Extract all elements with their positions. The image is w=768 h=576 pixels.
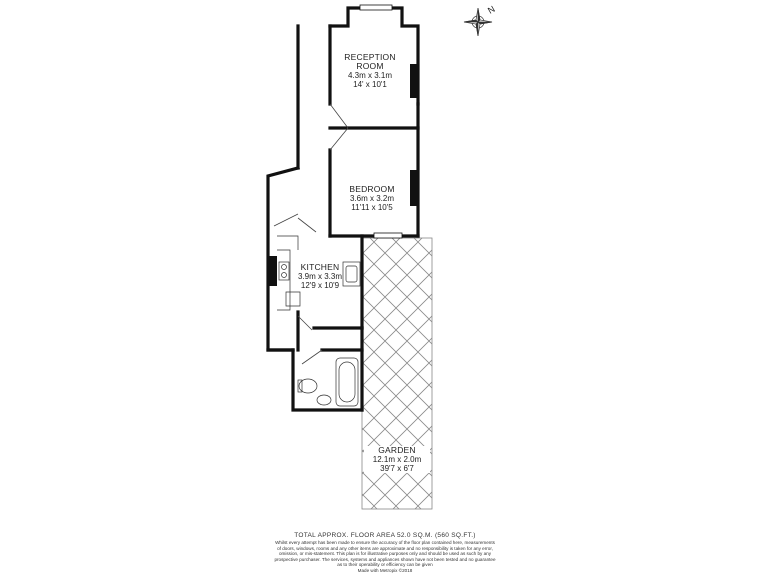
room-name: BEDROOM [349,184,395,194]
reception-room-label [332,53,408,89]
disclaimer-line: Made with Metropix ©2018 [357,567,413,573]
compass-rose-icon [464,8,492,36]
room-metric: 4.3m x 3.1m [347,71,392,80]
basin-icon [317,395,331,405]
door-swings [274,104,348,364]
disclaimer-line: prospective purchaser. The services, systems and appliances shown have not been tested and no guarantee [274,556,496,562]
room-metric: 12.1m x 2.0m [372,455,422,464]
disclaimer-line: of doors, windows, rooms and any other items are approximate and no responsibility is taken for any error, [277,545,493,551]
kitchen-label [293,263,347,290]
room-metric: 3.6m x 3.2m [349,194,394,203]
room-imperial: 14' x 10'1 [353,80,387,89]
disclaimer-line: as to their operability or efficiency can be given [337,562,433,568]
bedroom-label [340,185,404,212]
room-imperial: 39'7 x 6'7 [380,464,414,473]
room-name: KITCHEN [300,262,340,272]
compass-north-label: N [486,3,497,16]
room-imperial: 11'11 x 10'5 [351,203,393,212]
disclaimer [250,540,520,574]
room-name: GARDEN [378,445,416,455]
chimney-breast-bedroom [410,170,418,206]
room-imperial: 12'9 x 10'9 [300,281,340,290]
bathroom-fixtures [298,358,358,406]
chimney-breast-kitchen [268,256,277,286]
room-metric: 3.9m x 3.3m [297,272,342,281]
disclaimer-line: omission, or mis-statement. This plan is for illustrative purposes only and should be used as such by any [278,551,492,557]
disclaimer-line: Whilst every attempt has been made to ensure the accuracy of the floor plan contained here, measurements [275,540,495,545]
chimney-breast-reception [410,64,418,98]
garden-label [364,446,430,473]
room-name: RECEPTION ROOM [344,52,396,71]
total-floor-area: TOTAL APPROX. FLOOR AREA 52.0 SQ.M. (560 SQ.FT.) [294,532,476,539]
